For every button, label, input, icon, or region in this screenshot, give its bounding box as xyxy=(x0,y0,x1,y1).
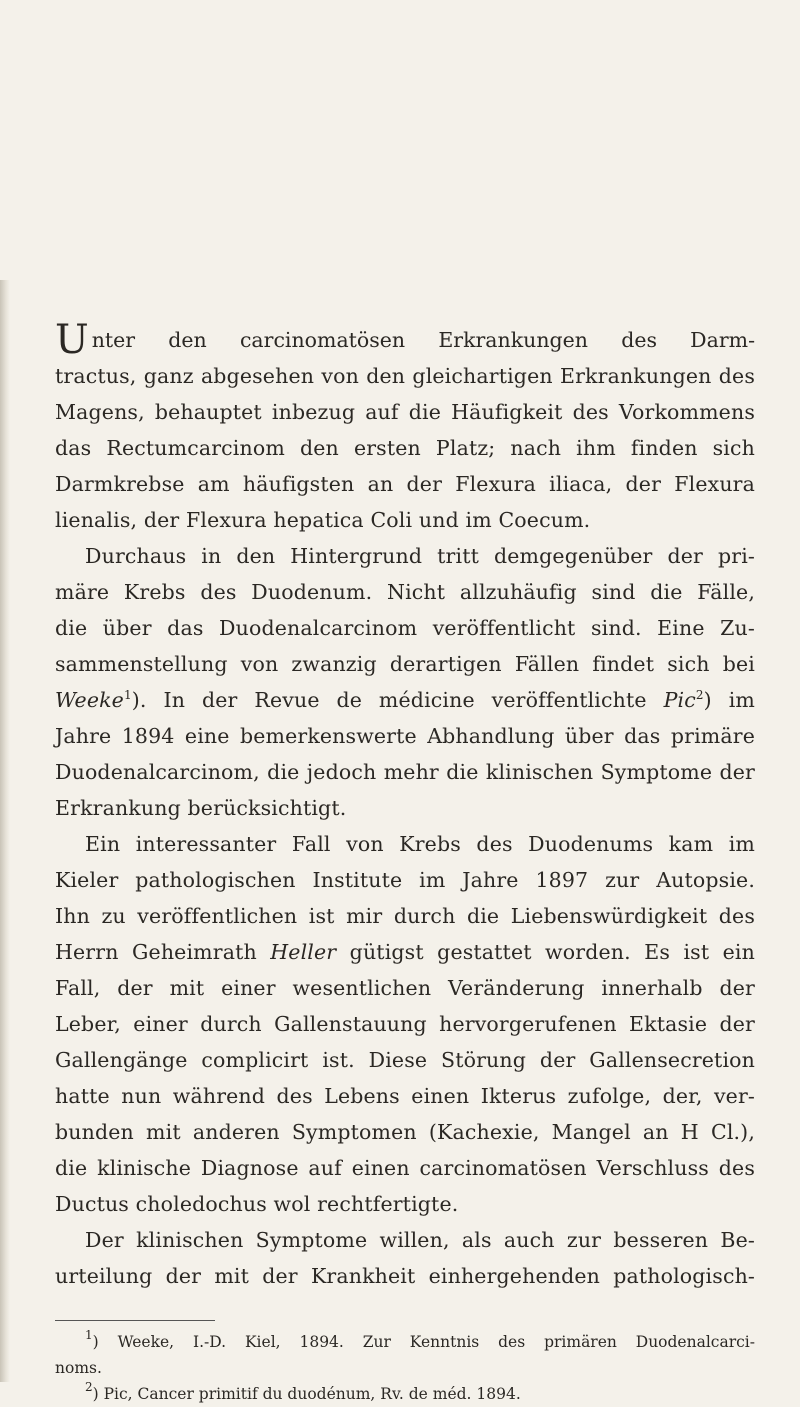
paragraph-line: die klinische Diagnose auf einen carcinomatösen Verschluss des xyxy=(55,1156,755,1180)
paragraph-line: Ductus choledochus wol rechtfertigte. xyxy=(55,1192,459,1216)
paragraph-line: Magens, behauptet inbezug auf die Häufigkeit des Vorkommens xyxy=(55,400,755,424)
line-text: ). In der Revue de médicine veröffentlichte xyxy=(131,688,664,712)
line-text: Herrn Geheimrath xyxy=(55,940,271,964)
line-text: gütigst gestattet worden. Es ist ein xyxy=(336,940,755,964)
paragraph-line: hatte nun während des Lebens einen Ikterus zufolge, der, ver- xyxy=(55,1084,755,1108)
footnote-ref-2: 2 xyxy=(695,688,704,702)
footnote-mark-2: 2 xyxy=(85,1380,93,1394)
paragraph-line: Jahre 1894 eine bemerkenswerte Abhandlung über das primäre xyxy=(55,724,755,748)
drop-cap: U xyxy=(55,317,89,363)
paragraph-line: sammenstellung von zwanzig derartigen Fällen findet sich bei xyxy=(55,652,755,676)
paragraph-line: Gallengänge complicirt ist. Diese Störung der Gallensecretion xyxy=(55,1048,755,1072)
paragraph-line: märe Krebs des Duodenum. Nicht allzuhäufig sind die Fälle, xyxy=(55,580,755,604)
line-text: ) im xyxy=(703,688,755,712)
footnote-text: ) Pic, Cancer primitif du duodénum, Rv. de méd. 1894. xyxy=(92,1385,521,1403)
paragraph-line: Duodenalcarcinom, die jedoch mehr die klinischen Symptome der xyxy=(55,760,755,784)
footnote-text: ) Weeke, I.-D. Kiel, 1894. Zur Kenntnis des primären Duodenalcarci- xyxy=(92,1333,755,1351)
paragraph-line: Fall, der mit einer wesentlichen Veränderung innerhalb der xyxy=(55,976,755,1000)
footnote-1 xyxy=(55,1329,755,1355)
first-line-text: nter den carcinomatösen Erkrankungen des Darm- xyxy=(91,328,755,352)
footnote-ref-1: 1 xyxy=(123,688,132,702)
paragraph-line: Kieler pathologischen Institute im Jahre 1897 zur Autopsie. xyxy=(55,868,755,892)
paragraph-line: bunden mit anderen Symptomen (Kachexie, Mangel an H Cl.), xyxy=(55,1120,755,1144)
paragraph-line: tractus, ganz abgesehen von den gleichartigen Erkrankungen des xyxy=(55,364,755,388)
paragraph-line: das Rectumcarcinom den ersten Platz; nach ihm finden sich xyxy=(55,436,755,460)
paragraph-line-citations xyxy=(55,682,755,718)
paragraph-line: Ein interessanter Fall von Krebs des Duodenums kam im xyxy=(85,832,755,856)
page-edge-shadow xyxy=(0,280,10,1382)
name-heller: Heller xyxy=(270,940,337,964)
paragraph-line: Erkrankung berücksichtigt. xyxy=(55,796,347,820)
page-text xyxy=(55,317,755,1407)
paragraph-line: Leber, einer durch Gallenstauung hervorgerufenen Ektasie der xyxy=(55,1012,755,1036)
footnote-1-continued: noms. xyxy=(55,1359,102,1377)
paragraph-line: Durchaus in den Hintergrund tritt demgegenüber der pri- xyxy=(85,544,755,568)
author-pic: Pic xyxy=(663,688,696,712)
paragraph-line: lienalis, der Flexura hepatica Coli und im Coecum. xyxy=(55,508,591,532)
paragraph-line-heller xyxy=(55,934,755,970)
first-line xyxy=(55,317,755,363)
paragraph-line: urteilung der mit der Krankheit einhergehenden pathologisch- xyxy=(55,1264,755,1288)
paragraph-line: Ihn zu veröffentlichen ist mir durch die Liebenswürdigkeit des xyxy=(55,904,755,928)
author-weeke: Weeke xyxy=(55,688,124,712)
paragraph-line: Der klinischen Symptome willen, als auch zur besseren Be- xyxy=(85,1228,755,1252)
paragraph-line: Darmkrebse am häufigsten an der Flexura iliaca, der Flexura xyxy=(55,472,755,496)
footnote-rule xyxy=(55,1320,215,1321)
footnote-mark-1: 1 xyxy=(85,1328,93,1342)
footnote-2 xyxy=(55,1381,755,1407)
paragraph-line: die über das Duodenalcarcinom veröffentlicht sind. Eine Zu- xyxy=(55,616,755,640)
